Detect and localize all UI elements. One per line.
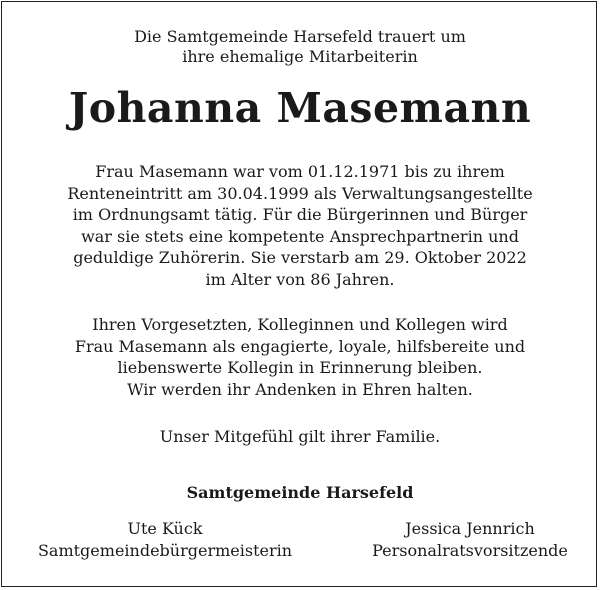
deceased-name: Johanna Masemann	[68, 84, 532, 132]
biography-line: geduldige Zuhörerin. Sie verstarb am 29. Oktober 2022	[73, 248, 527, 267]
biography-line: im Ordnungsamt tätig. Für die Bürgerinnen und Bürger	[72, 205, 528, 224]
remembrance-paragraph	[0, 314, 600, 400]
intro-line-2: ihre ehemalige Mitarbeiterin	[182, 47, 418, 66]
signatory-left	[12, 518, 318, 562]
remembrance-line: liebenswerte Kollegin in Erinnerung bleiben.	[117, 358, 483, 377]
signatory-role: Personalratsvorsitzende	[372, 541, 568, 560]
biography-line: Renteneintritt am 30.04.1999 als Verwaltungsangestellte	[67, 183, 533, 203]
condolence-text: Unser Mitgefühl gilt ihrer Familie.	[159, 427, 441, 446]
signatory-role: Samtgemeindebürgermeisterin	[37, 541, 293, 560]
signatory-name: Jessica Jennrich	[405, 519, 535, 538]
remembrance-line: Wir werden ihr Andenken in Ehren halten.	[127, 379, 473, 399]
biography-line: war sie stets eine kompetente Ansprechpartnerin und	[81, 226, 519, 246]
organization-name: Samtgemeinde Harsefeld	[186, 483, 414, 502]
biography-paragraph	[0, 161, 600, 290]
intro-line-1: Die Samtgemeinde Harsefeld trauert um	[134, 27, 466, 46]
biography-line: Frau Masemann war vom 01.12.1971 bis zu ihrem	[95, 162, 505, 181]
signatory-right	[345, 518, 595, 562]
signatory-name: Ute Kück	[127, 519, 203, 538]
remembrance-line: Frau Masemann als engagierte, loyale, hilfsbereite und	[74, 336, 526, 356]
intro-text	[0, 27, 600, 67]
remembrance-line: Ihren Vorgesetzten, Kolleginnen und Kollegen wird	[92, 315, 508, 334]
biography-line: im Alter von 86 Jahren.	[205, 269, 395, 289]
